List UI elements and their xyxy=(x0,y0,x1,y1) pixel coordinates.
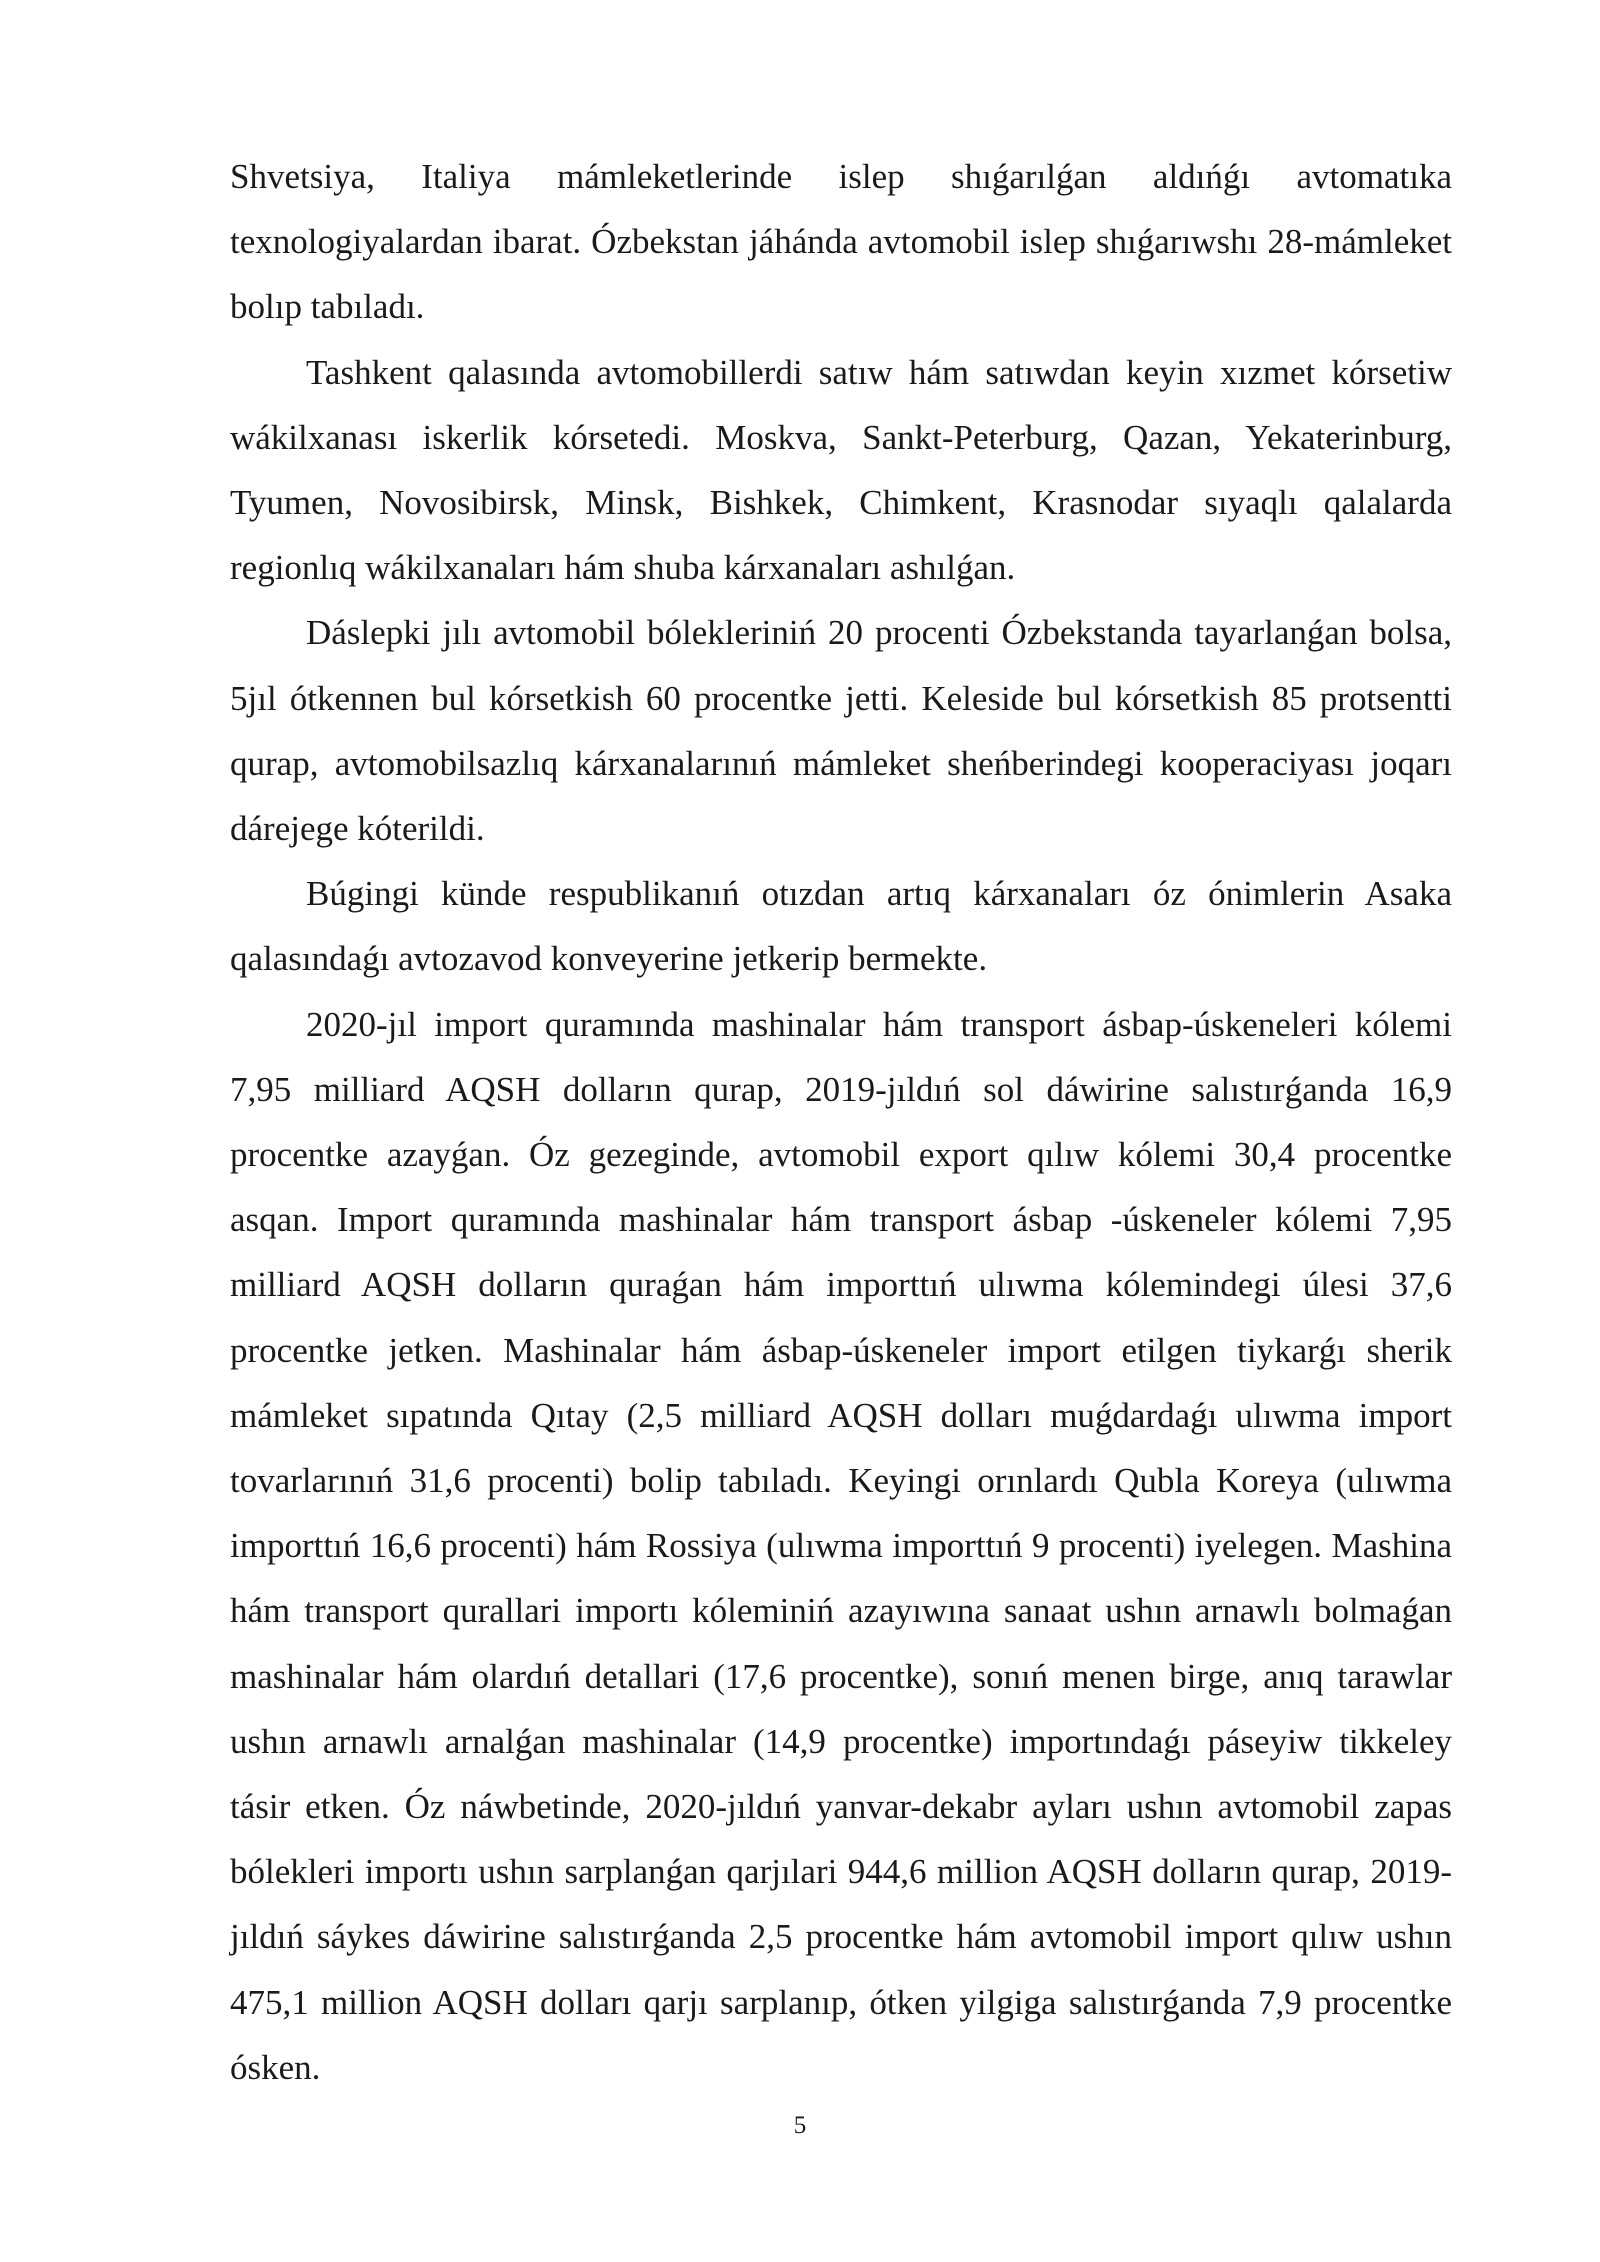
paragraph-3: Dáslepki jılı avtomobil bólekleriniń 20 procenti Ózbekstanda tayarlanǵan bolsa, 5jıl ótkennen bul kórsetkish 60 procentke jetti. Keleside bul kórsetkish 85 protsentti qurap, avtomobilsazlıq kárxanalarınıń mámleket sheńberindegi kooperaciyası joqarı dárejege kóterildi. xyxy=(230,613,1452,849)
document-body xyxy=(230,144,1452,2100)
paragraph-5: 2020-jıl import quramında mashinalar hám transport ásbap-úskeneleri kólemi 7,95 milliard AQSH dolların qurap, 2019-jıldıń sol dáwirine salıstırǵanda 16,9 procentke azayǵan. Óz gezeginde, avtomobil export qılıw kólemi 30,4 procentke asqan. Import quramında mashinalar hám transport ásbap -úskeneler kólemi 7,95 milliard AQSH dolların quraǵan hám importtıń ulıwma kólemindegi úlesi 37,6 procentke jetken. Mashinalar hám ásbap-úskeneler import etilgen tiykarǵı sherik mámleket sıpatında Qıtay (2,5 milliard AQSH dolları muǵdardaǵı ulıwma import tovarlarınıń 31,6 procenti) bolip tabıladı. Keyingi orınlardı Qubla Koreya (ulıwma importtıń 16,6 procenti) hám Rossiya (ulıwma importtıń 9 procenti) iyelegen. Mashina hám transport qurallari importı kóleminiń azayıwına sanaat ushın arnawlı bolmaǵan mashinalar hám olardıń detallari (17,6 procentke), sonıń menen birge, anıq tarawlar ushın arnawlı arnalǵan mashinalar (14,9 procentke) importındaǵı páseyiw tikkeley tásir etken. Óz náwbetinde, 2020-jıldıń yanvar-dekabr ayları ushın avtomobil zapas bólekleri importı ushın sarplanǵan qarjılari 944,6 million AQSH dolların qurap, 2019-jıldıń sáykes dáwirine salıstırǵanda 2,5 procentke hám avtomobil import qılıw ushın 475,1 million AQSH dolları qarjı sarplanıp, ótken yilgiga salıstırǵanda 7,9 procentke ósken. xyxy=(230,1004,1452,2087)
paragraph-1: Shvetsiya, Italiya mámleketlerinde islep shıǵarılǵan aldıńǵı avtomatıka texnologiyalardan ibarat. Ózbekstan jáhánda avtomobil islep shıǵarıwshı 28-mámleket bolıp tabıladı. xyxy=(230,157,1452,327)
paragraph-4: Búgingi künde respublikanıń otızdan artıq kárxanaları óz ónimlerin Asaka qalasındaǵı avtozavod konveyerine jetkerip bermekte. xyxy=(230,874,1452,979)
page-number: 5 xyxy=(793,2112,807,2139)
paragraph-2: Tashkent qalasında avtomobillerdi satıw hám satıwdan keyin xızmet kórsetiw wákilxanası iskerlik kórsetedi. Moskva, Sankt-Peterburg, Qazan, Yekaterinburg, Tyumen, Novosibirsk, Minsk, Bishkek, Chimkent, Krasnodar sıyaqlı qalalarda regionlıq wákilxanaları hám shuba kárxanaları ashılǵan. xyxy=(230,352,1452,588)
